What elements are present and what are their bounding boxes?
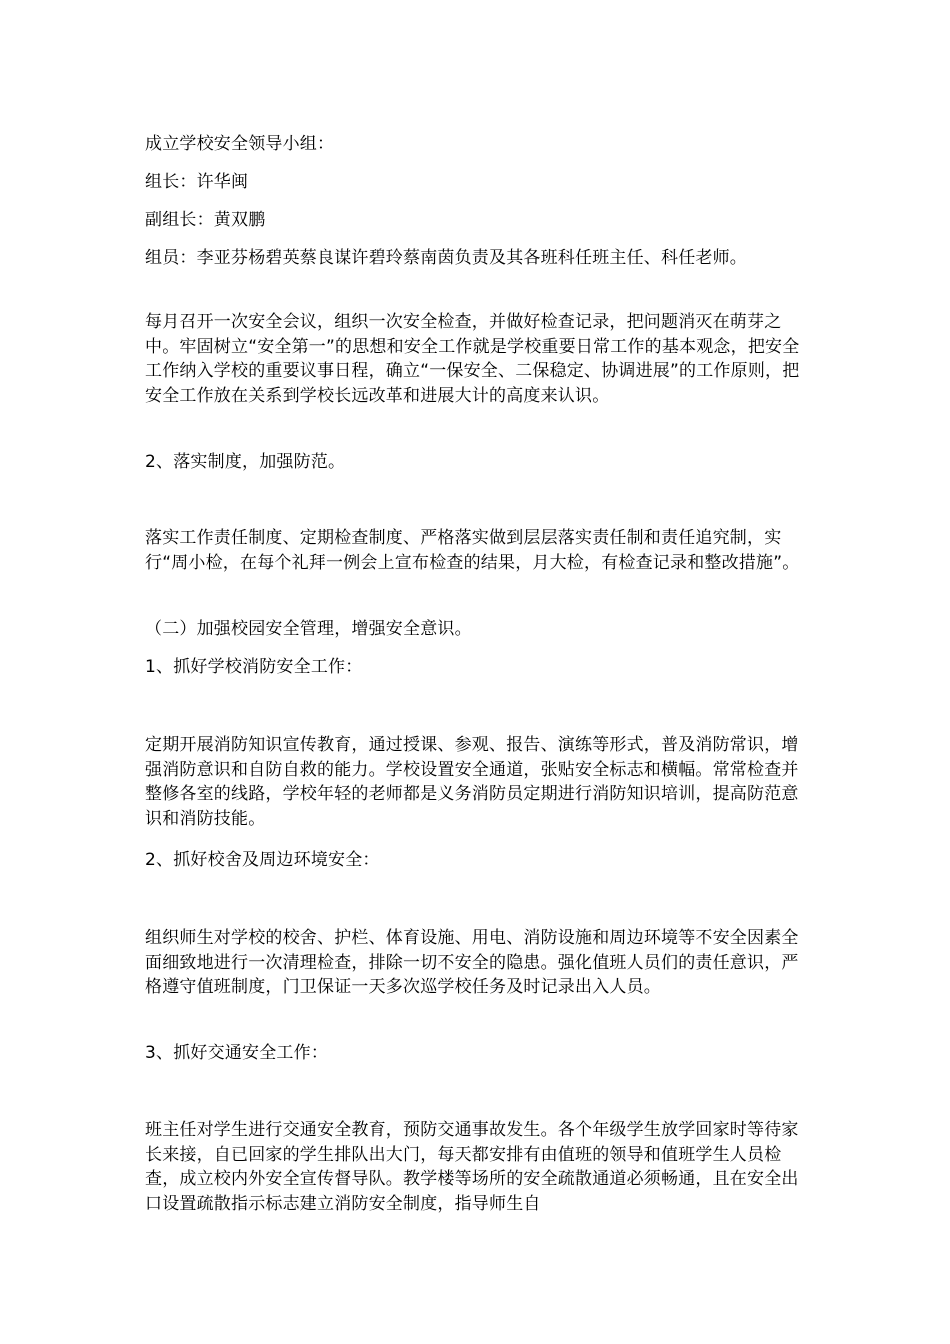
group-leader-line: 组长：许华闽: [145, 172, 249, 192]
deputy-leader-line: 副组长：黄双鹏: [145, 210, 266, 230]
subsection-building-safety: 2、抓好校舍及周边环境安全：: [145, 850, 380, 870]
section-heading-campus-safety: （二）加强校园安全管理，增强安全意识。: [145, 619, 472, 639]
subsection-traffic-safety: 3、抓好交通安全工作：: [145, 1043, 329, 1063]
subsection-fire-safety: 1、抓好学校消防安全工作：: [145, 657, 363, 677]
members-line: 组员：李亚芬杨碧英蔡良谋许碧玲蔡南茵负责及其各班科任班主任、科任老师。: [145, 248, 747, 268]
paragraph-traffic-education: 班主任对学生进行交通安全教育，预防交通事故发生。各个年级学生放学回家时等待家长来接，自已回家的学生排队出大门，每天都安排有由值班的领导和值班学生人员检查，成立校内外安全宣传督导队。教学楼等场所的安全疏散通道必须畅通，且在安全出口设置疏散指示标志建立消防安全制度，指导师生自: [145, 1120, 799, 1214]
paragraph-fire-education: 定期开展消防知识宣传教育，通过授课、参观、报告、演练等形式，普及消防常识，增强消防意识和自防自救的能力。学校设置安全通道，张贴安全标志和横幅。常常检查并整修各室的线路，学校年轻的老师都是义务消防员定期进行消防知识培训，提高防范意识和消防技能。: [145, 735, 799, 829]
paragraph-responsibility-system: 落实工作责任制度、定期检查制度、严格落实做到层层落实责任制和责任追究制，实行“周小检，在每个礼拜一例会上宣布检查的结果，月大检，有检查记录和整改措施”。: [145, 528, 800, 573]
section-heading-2: 2、落实制度，加强防范。: [145, 452, 346, 472]
paragraph-monthly-meeting: 每月召开一次安全会议，组织一次安全检查，并做好检查记录，把问题消灭在萌芽之中。牢固树立“安全第一”的思想和安全工作就是学校重要日常工作的基本观念，把安全工作纳入学校的重要议事日程，确立“一保安全、二保稳定、协调进展”的工作原则，把安全工作放在关系到学校长远改革和进展大计的高度来认识。: [145, 312, 800, 406]
heading-leadership-group: 成立学校安全领导小组：: [145, 134, 335, 154]
paragraph-building-inspection: 组织师生对学校的校舍、护栏、体育设施、用电、消防设施和周边环境等不安全因素全面细致地进行一次清理检查，排除一切不安全的隐患。强化值班人员们的责任意识，严格遵守值班制度，门卫保证一天多次巡学校任务及时记录出入人员。: [145, 928, 799, 997]
